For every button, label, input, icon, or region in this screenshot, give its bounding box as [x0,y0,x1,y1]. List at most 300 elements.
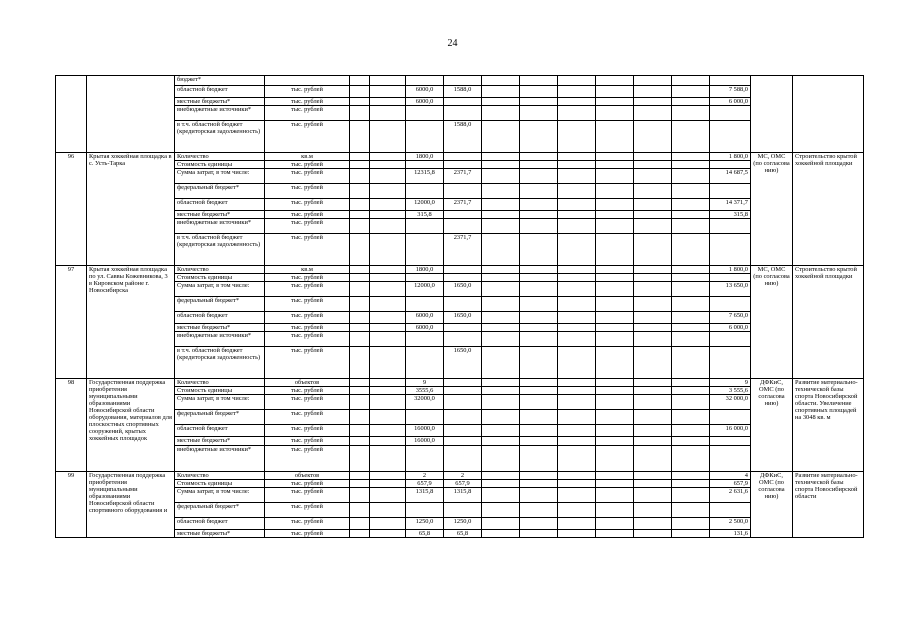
value-cell-empty [558,312,596,324]
value-cell-1: 16000,0 [406,425,444,437]
value-cell-empty [634,169,672,184]
value-cell-empty [634,274,672,282]
total-cell: 2 631,6 [710,488,751,503]
total-cell [710,437,751,446]
value-cell [370,472,406,480]
value-cell-empty [558,297,596,312]
value-cell-empty [558,387,596,395]
unit-cell: тыс. рублей [265,169,350,184]
gap-cell [350,153,370,161]
value-cell-empty [482,530,520,538]
value-cell-empty [520,488,558,503]
value-cell-empty [634,425,672,437]
value-cell-empty [558,266,596,274]
value-cell-2: 1650,0 [444,347,482,379]
item-number: 99 [56,472,87,538]
value-cell-empty [558,472,596,480]
value-cell-1 [406,274,444,282]
value-cell-empty [672,121,710,153]
value-cell [370,199,406,211]
value-cell [370,410,406,425]
gap-cell [350,503,370,518]
gap-cell [350,98,370,106]
total-cell [710,161,751,169]
gap-cell [350,425,370,437]
value-cell-empty [558,437,596,446]
gap-cell [350,161,370,169]
value-cell-1 [406,106,444,121]
gap-cell [350,199,370,211]
indicator-cell: внебюджетные источники* [175,219,265,234]
indicator-cell: областной бюджет [175,312,265,324]
value-cell-empty [672,219,710,234]
value-cell [370,86,406,98]
value-cell [370,297,406,312]
value-cell-empty [558,106,596,121]
value-cell-empty [520,234,558,266]
value-cell-2: 2371,7 [444,169,482,184]
value-cell-1: 1800,0 [406,266,444,274]
value-cell-empty [596,297,634,312]
value-cell [370,324,406,332]
table-row [56,86,864,98]
value-cell-empty [520,86,558,98]
gap-cell [350,274,370,282]
value-cell-empty [634,184,672,199]
total-cell [710,184,751,199]
total-cell [710,503,751,518]
value-cell-1: 65,8 [406,530,444,538]
value-cell-2 [444,437,482,446]
value-cell-empty [520,472,558,480]
value-cell-empty [596,472,634,480]
value-cell-empty [672,446,710,472]
value-cell-empty [558,153,596,161]
value-cell [370,76,406,86]
value-cell-2 [444,387,482,395]
value-cell-empty [634,312,672,324]
value-cell [370,234,406,266]
total-cell: 6 000,0 [710,324,751,332]
indicator-cell: местные бюджеты* [175,324,265,332]
value-cell-empty [672,395,710,410]
value-cell-empty [520,211,558,219]
total-cell: 131,6 [710,530,751,538]
gap-cell [350,234,370,266]
indicator-cell: Количество [175,153,265,161]
value-cell-2: 1250,0 [444,518,482,530]
item-name [87,76,175,153]
table-row [56,437,864,446]
item-number: 97 [56,266,87,379]
value-cell-empty [596,169,634,184]
value-cell-1: 2 [406,472,444,480]
value-cell-empty [672,332,710,347]
value-cell [370,395,406,410]
table-row [56,425,864,437]
value-cell-empty [558,211,596,219]
item-result: Строительство крытой хоккейной площадки [793,266,864,379]
value-cell [370,347,406,379]
indicator-cell: Стоимость единицы [175,387,265,395]
value-cell-empty [634,446,672,472]
value-cell-empty [634,387,672,395]
value-cell-1: 1315,8 [406,488,444,503]
unit-cell: тыс. рублей [265,437,350,446]
unit-cell: тыс. рублей [265,518,350,530]
total-cell [710,297,751,312]
gap-cell [350,410,370,425]
value-cell-empty [482,98,520,106]
indicator-cell: областной бюджет [175,425,265,437]
unit-cell: тыс. рублей [265,530,350,538]
value-cell-empty [520,480,558,488]
page-number: 24 [447,38,458,49]
item-executor: ДФКиС, ОМС (по согласова нию) [751,379,793,472]
unit-cell: тыс. рублей [265,211,350,219]
value-cell [370,503,406,518]
value-cell-empty [672,324,710,332]
value-cell [370,379,406,387]
gap-cell [350,86,370,98]
unit-cell: тыс. рублей [265,282,350,297]
value-cell-empty [520,153,558,161]
value-cell-empty [520,379,558,387]
item-result: Развитие материально-технической базы спорта Новосибирской области [793,472,864,538]
value-cell-2 [444,219,482,234]
value-cell-1 [406,161,444,169]
value-cell-empty [558,234,596,266]
value-cell-1: 6000,0 [406,312,444,324]
value-cell-empty [482,297,520,312]
value-cell-1: 6000,0 [406,324,444,332]
total-cell [710,106,751,121]
total-cell [710,219,751,234]
item-name: Государственная поддержка приобретения муниципальными образованиями Новосибирской области оборудования, материалов для плоскостных спортивных сооружений, крытых хоккейных площадок [87,379,175,472]
value-cell-empty [482,324,520,332]
total-cell: 315,8 [710,211,751,219]
value-cell-empty [482,234,520,266]
value-cell-empty [482,437,520,446]
table-row [56,387,864,395]
value-cell-1 [406,503,444,518]
value-cell-empty [520,410,558,425]
unit-cell: тыс. рублей [265,446,350,472]
value-cell-empty [596,518,634,530]
value-cell-empty [596,199,634,211]
gap-cell [350,332,370,347]
indicator-cell: местные бюджеты* [175,211,265,219]
total-cell [710,121,751,153]
total-cell: 13 650,0 [710,282,751,297]
item-number: 96 [56,153,87,266]
value-cell-1: 32000,0 [406,395,444,410]
value-cell [370,480,406,488]
value-cell-2 [444,161,482,169]
gap-cell [350,266,370,274]
value-cell-empty [558,98,596,106]
gap-cell [350,219,370,234]
indicator-cell: местные бюджеты* [175,437,265,446]
value-cell-empty [634,472,672,480]
value-cell-1: 657,9 [406,480,444,488]
value-cell-empty [558,161,596,169]
indicator-cell: внебюджетные источники* [175,332,265,347]
value-cell-empty [672,379,710,387]
value-cell-empty [520,169,558,184]
unit-cell: тыс. рублей [265,98,350,106]
value-cell-empty [482,387,520,395]
unit-cell: тыс. рублей [265,161,350,169]
value-cell-empty [596,282,634,297]
value-cell-2: 1588,0 [444,121,482,153]
value-cell-2 [444,274,482,282]
value-cell-2 [444,76,482,86]
value-cell-empty [558,169,596,184]
value-cell-2 [444,98,482,106]
value-cell-empty [482,472,520,480]
table-row [56,379,864,387]
unit-cell [265,76,350,86]
indicator-cell: Сумма затрат, в том числе: [175,282,265,297]
value-cell-empty [596,446,634,472]
value-cell-1 [406,446,444,472]
value-cell-empty [596,347,634,379]
value-cell [370,153,406,161]
value-cell-2 [444,410,482,425]
gap-cell [350,379,370,387]
value-cell-empty [672,86,710,98]
value-cell-empty [634,211,672,219]
indicator-cell: Сумма затрат, в том числе: [175,488,265,503]
value-cell-2: 2 [444,472,482,480]
gap-cell [350,169,370,184]
table-row [56,312,864,324]
value-cell-1: 315,8 [406,211,444,219]
value-cell-empty [634,234,672,266]
value-cell-1 [406,297,444,312]
unit-cell: тыс. рублей [265,503,350,518]
value-cell-1 [406,76,444,86]
value-cell-empty [520,347,558,379]
value-cell-empty [558,425,596,437]
value-cell-empty [520,395,558,410]
total-cell: 6 000,0 [710,98,751,106]
value-cell-empty [596,312,634,324]
gap-cell [350,312,370,324]
value-cell-empty [558,121,596,153]
value-cell-empty [672,161,710,169]
unit-cell: тыс. рублей [265,387,350,395]
value-cell-empty [558,488,596,503]
value-cell [370,387,406,395]
value-cell-1: 1800,0 [406,153,444,161]
value-cell-empty [596,530,634,538]
value-cell-empty [482,379,520,387]
value-cell-empty [558,324,596,332]
value-cell-empty [596,274,634,282]
value-cell-empty [672,488,710,503]
value-cell-1 [406,332,444,347]
value-cell-empty [482,410,520,425]
indicator-cell: федеральный бюджет* [175,297,265,312]
value-cell-empty [634,530,672,538]
table-row [56,219,864,234]
value-cell-empty [596,153,634,161]
table-row [56,121,864,153]
indicator-cell: в т.ч. областной бюджет (кредиторская задолженность) [175,234,265,266]
value-cell-empty [558,199,596,211]
value-cell-2 [444,184,482,199]
value-cell-empty [634,297,672,312]
value-cell-2: 1315,8 [444,488,482,503]
table-row [56,503,864,518]
unit-cell: тыс. рублей [265,234,350,266]
indicator-cell: внебюджетные источники* [175,106,265,121]
value-cell-empty [672,199,710,211]
value-cell-empty [634,324,672,332]
unit-cell: тыс. рублей [265,219,350,234]
value-cell [370,488,406,503]
value-cell-empty [672,211,710,219]
item-executor: МС, ОМС (по согласова нию) [751,266,793,379]
total-cell [710,76,751,86]
value-cell-empty [558,219,596,234]
indicator-cell: Стоимость единицы [175,161,265,169]
value-cell-empty [520,437,558,446]
value-cell-empty [596,395,634,410]
table-row [56,199,864,211]
unit-cell: тыс. рублей [265,312,350,324]
value-cell-empty [634,480,672,488]
table-row [56,153,864,161]
value-cell-2: 1588,0 [444,86,482,98]
gap-cell [350,76,370,86]
value-cell-empty [596,98,634,106]
value-cell-empty [482,161,520,169]
item-result [793,76,864,153]
value-cell-2 [444,106,482,121]
value-cell-empty [482,106,520,121]
table-row [56,395,864,410]
value-cell-empty [634,488,672,503]
value-cell-empty [558,332,596,347]
unit-cell: тыс. рублей [265,425,350,437]
value-cell-empty [672,312,710,324]
value-cell-empty [672,410,710,425]
gap-cell [350,472,370,480]
value-cell-empty [596,425,634,437]
value-cell-empty [482,312,520,324]
value-cell-empty [596,266,634,274]
table-row [56,184,864,199]
unit-cell: объектов [265,472,350,480]
value-cell-empty [482,169,520,184]
value-cell-empty [672,184,710,199]
value-cell-empty [520,106,558,121]
value-cell-1: 12000,0 [406,282,444,297]
value-cell-empty [596,234,634,266]
value-cell-empty [558,347,596,379]
value-cell-empty [482,184,520,199]
value-cell-empty [634,379,672,387]
indicator-cell: Сумма затрат, в том числе: [175,395,265,410]
value-cell-2 [444,153,482,161]
indicator-cell: Стоимость единицы [175,480,265,488]
value-cell-empty [520,76,558,86]
value-cell-1 [406,219,444,234]
gap-cell [350,297,370,312]
value-cell-2 [444,211,482,219]
value-cell-empty [520,297,558,312]
value-cell-empty [596,76,634,86]
value-cell-2 [444,324,482,332]
value-cell-empty [520,387,558,395]
value-cell-empty [482,266,520,274]
value-cell-empty [482,425,520,437]
total-cell: 1 800,0 [710,266,751,274]
value-cell-empty [596,437,634,446]
total-cell: 2 500,0 [710,518,751,530]
value-cell-empty [672,106,710,121]
total-cell [710,234,751,266]
gap-cell [350,480,370,488]
unit-cell: объектов [265,379,350,387]
value-cell [370,184,406,199]
item-executor [751,76,793,153]
indicator-cell: Количество [175,379,265,387]
unit-cell: тыс. рублей [265,324,350,332]
value-cell-empty [672,234,710,266]
value-cell [370,266,406,274]
value-cell [370,518,406,530]
value-cell-empty [596,488,634,503]
value-cell-1 [406,234,444,266]
program-table [55,75,864,538]
gap-cell [350,387,370,395]
value-cell-empty [634,503,672,518]
unit-cell: тыс. рублей [265,410,350,425]
total-cell: 32 000,0 [710,395,751,410]
value-cell-empty [596,121,634,153]
value-cell-1: 3555,6 [406,387,444,395]
total-cell: 16 000,0 [710,425,751,437]
table-row [56,472,864,480]
value-cell-empty [672,480,710,488]
table-row [56,98,864,106]
value-cell-2: 2371,7 [444,199,482,211]
value-cell-empty [520,274,558,282]
gap-cell [350,106,370,121]
value-cell-empty [520,199,558,211]
unit-cell: тыс. рублей [265,297,350,312]
table-row [56,76,864,86]
value-cell-empty [520,518,558,530]
item-result: Строительство крытой хоккейной площадки [793,153,864,266]
unit-cell: тыс. рублей [265,332,350,347]
value-cell-empty [672,76,710,86]
gap-cell [350,282,370,297]
value-cell-2 [444,425,482,437]
value-cell-2 [444,395,482,410]
indicator-cell: местные бюджеты* [175,530,265,538]
value-cell-empty [596,332,634,347]
table-row [56,410,864,425]
value-cell-2 [444,297,482,312]
value-cell-empty [634,106,672,121]
value-cell-empty [558,530,596,538]
total-cell: 9 [710,379,751,387]
